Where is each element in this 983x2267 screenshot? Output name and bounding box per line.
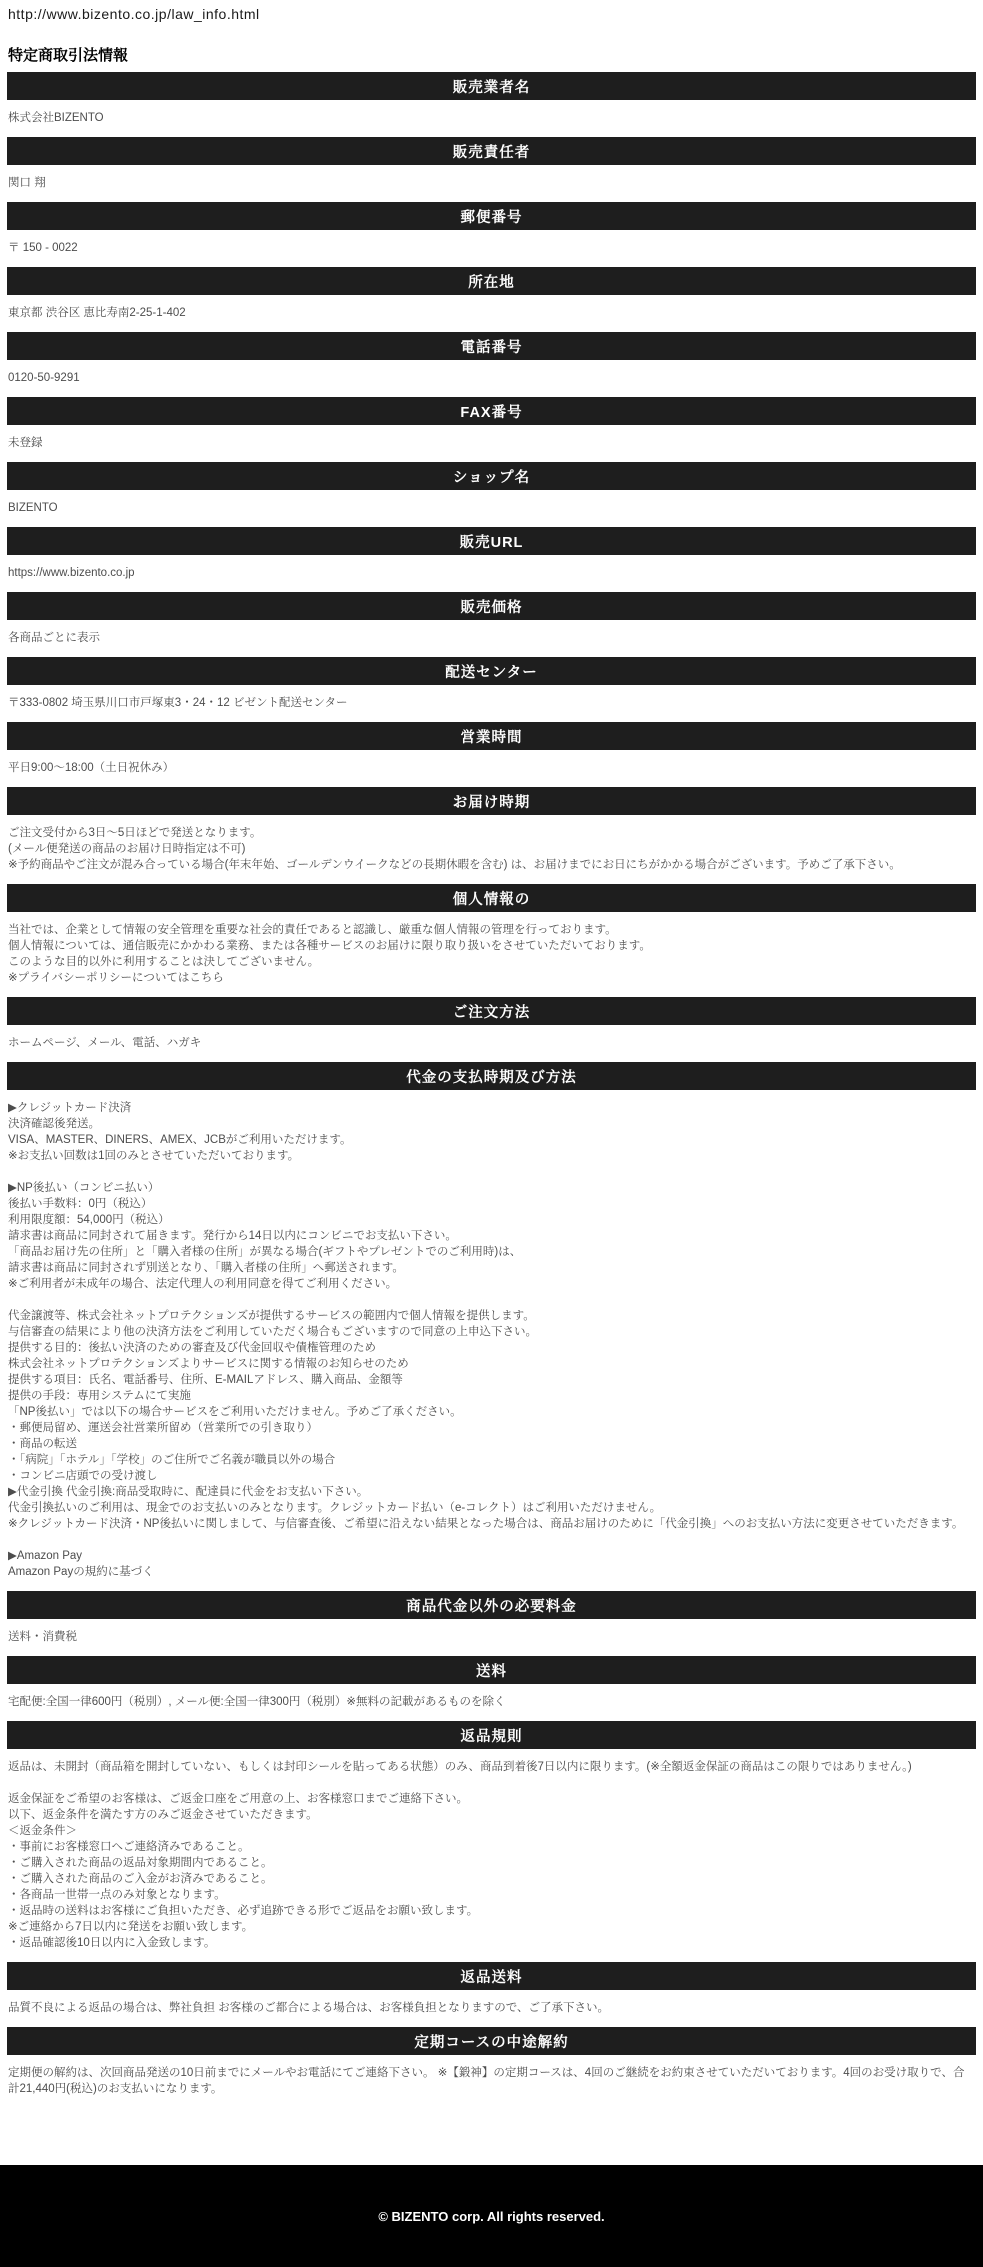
section-heading: 代金の支払時期及び方法 bbox=[406, 1069, 577, 1086]
section-heading-bar bbox=[7, 1062, 976, 1090]
body-line: 請求書は商品に同封されず別送となり、「購入者様の住所」へ郵送されます。 bbox=[8, 1262, 404, 1274]
body-line: ※予約商品やご注文が混み合っている場合(年末年始、ゴールデンウイークなどの長期休暇を含む) は、お届けまでにお日にちがかかる場合がございます。予めご了承下さい。 bbox=[8, 859, 901, 871]
section-body bbox=[0, 760, 983, 776]
body-line: ・ご購入された商品のご入金がお済みであること。 bbox=[8, 1873, 273, 1885]
section bbox=[0, 884, 983, 986]
section bbox=[0, 1062, 983, 1580]
body-line: ＜返金条件＞ bbox=[8, 1825, 77, 1837]
section bbox=[0, 397, 983, 451]
body-line: 与信審査の結果により他の決済方法をご利用していただく場合もございますので同意の上申込下さい。 bbox=[8, 1326, 537, 1338]
section-heading: お届け時期 bbox=[452, 794, 531, 811]
body-line: 決済確認後発送。 bbox=[8, 1118, 100, 1130]
body-line: 未登録 bbox=[8, 437, 43, 449]
section-heading: 所在地 bbox=[468, 274, 515, 291]
body-line: ・各商品一世帯一点のみ対象となります。 bbox=[8, 1889, 226, 1901]
section bbox=[0, 1656, 983, 1710]
body-line: 返金保証をご希望のお客様は、ご返金口座をご用意の上、お客様窓口までご連絡下さい。 bbox=[8, 1793, 468, 1805]
section-heading: 配送センター bbox=[445, 664, 538, 681]
body-line: 提供する目的：後払い決済のための審査及び代金回収や債権管理のため bbox=[8, 1342, 376, 1354]
section-body bbox=[0, 695, 983, 711]
section-heading: 営業時間 bbox=[460, 729, 523, 746]
body-line: 各商品ごとに表示 bbox=[8, 632, 100, 644]
section bbox=[0, 267, 983, 321]
body-line: 以下、返金条件を満たす方のみご返金させていただきます。 bbox=[8, 1809, 318, 1821]
body-line: 送料・消費税 bbox=[8, 1631, 77, 1643]
copyright-text: © BIZENTO corp. All rights reserved. bbox=[378, 2208, 605, 2224]
body-line: 提供の手段：専用システムにて実施 bbox=[8, 1390, 191, 1402]
section-heading-bar bbox=[7, 2027, 976, 2055]
body-line: ▶代金引換 代金引換:商品受取時に、配達員に代金をお支払い下さい。 bbox=[8, 1486, 369, 1498]
body-line: 「商品お届け先の住所」と「購入者様の住所」が異なる場合(ギフトやプレゼントでのご利用時)は、 bbox=[8, 1246, 522, 1258]
body-line: ・コンビニ店頭での受け渡し bbox=[8, 1470, 158, 1482]
section bbox=[0, 72, 983, 126]
body-line: ・事前にお客様窓口へご連絡済みであること。 bbox=[8, 1841, 250, 1853]
section bbox=[0, 527, 983, 581]
body-line bbox=[8, 1532, 975, 1548]
section bbox=[0, 462, 983, 516]
section bbox=[0, 657, 983, 711]
section-heading-bar bbox=[7, 1721, 976, 1749]
privacy-policy-link[interactable]: ※プライバシーポリシーについてはこちら bbox=[8, 972, 224, 984]
body-line: このような目的以外に利用することは決してございません。 bbox=[8, 956, 320, 968]
body-line: 返品は、未開封（商品箱を開封していない、もしくは封印シールを貼ってある状態）のみ、商品到着後7日以内に限ります。(※全額返金保証の商品はこの限りではありません。) bbox=[8, 1761, 912, 1773]
body-line: 代金譲渡等、株式会社ネットプロテクションズが提供するサービスの範囲内で個人情報を提供します。 bbox=[8, 1310, 535, 1322]
section-heading: FAX番号 bbox=[460, 404, 523, 421]
body-line: 個人情報については、通信販売にかかわる業務、または各種サービスのお届けに限り取り扱いをさせていただいております。 bbox=[8, 940, 651, 952]
section-body bbox=[0, 825, 983, 873]
section-heading: 販売責任者 bbox=[452, 144, 531, 161]
body-line: BIZENTO bbox=[8, 502, 58, 514]
section-body bbox=[0, 240, 983, 256]
body-line: 定期便の解約は、次回商品発送の10日前までにメールやお電話にてご連絡下さい。 ※【鍛神】の定期コースは、4回のご継続をお約束させていただいております。4回のお受け取りで、合計21,440円(税込)のお支払いになります。 bbox=[8, 2067, 965, 2095]
section-body bbox=[0, 500, 983, 516]
section-heading-bar bbox=[7, 592, 976, 620]
section-body bbox=[0, 2065, 983, 2097]
body-line: 株式会社ネットプロテクションズよりサービスに関する情報のお知らせのため bbox=[8, 1358, 409, 1370]
section-heading: 電話番号 bbox=[460, 339, 523, 356]
section-heading-bar bbox=[7, 267, 976, 295]
body-line: ※ご利用者が未成年の場合、法定代理人の利用同意を得てご利用ください。 bbox=[8, 1278, 398, 1290]
section-heading: ショップ名 bbox=[452, 469, 531, 486]
section-heading-bar bbox=[7, 884, 976, 912]
section bbox=[0, 997, 983, 1051]
body-line: 後払い手数料：0円（税込） bbox=[8, 1198, 153, 1210]
body-line bbox=[8, 1292, 975, 1308]
body-line: 提供する項目：氏名、電話番号、住所、E-MAILアドレス、購入商品、金額等 bbox=[8, 1374, 403, 1386]
section-body bbox=[0, 565, 983, 581]
page-url: http://www.bizento.co.jp/law_info.html bbox=[8, 6, 260, 22]
section-heading: 送料 bbox=[476, 1663, 507, 1680]
body-line: VISA、MASTER、DINERS、AMEX、JCBがご利用いただけます。 bbox=[8, 1134, 352, 1146]
section-body bbox=[0, 1629, 983, 1645]
body-line: 〒 150 - 0022 bbox=[8, 242, 78, 254]
body-line: 〒333-0802 埼玉県川口市戸塚東3・24・12 ビゼント配送センター bbox=[8, 697, 348, 709]
body-line: 品質不良による返品の場合は、弊社負担 お客様のご都合による場合は、お客様負担となりますので、ご了承下さい。 bbox=[8, 2002, 609, 2014]
body-line: 関口 翔 bbox=[8, 177, 46, 189]
section-body bbox=[0, 110, 983, 126]
section bbox=[0, 1721, 983, 1951]
section-heading-bar bbox=[7, 397, 976, 425]
section-heading-bar bbox=[7, 722, 976, 750]
section bbox=[0, 1591, 983, 1645]
body-line: 0120-50-9291 bbox=[8, 372, 80, 384]
section-heading-bar bbox=[7, 657, 976, 685]
body-line: 代金引換払いのご利用は、現金でのお支払いのみとなります。クレジットカード払い（e-コレクト）はご利用いただけません。 bbox=[8, 1502, 662, 1514]
section-heading-bar bbox=[7, 72, 976, 100]
section-body bbox=[0, 630, 983, 646]
body-line: ※クレジットカード決済・NP後払いに関しまして、与信審査後、ご希望に沿えない結果となった場合は、商品お届けのために「代金引換」へのお支払い方法に変更させていただきます。 bbox=[8, 1518, 964, 1530]
sections-container bbox=[0, 72, 983, 2108]
body-line: (メール便発送の商品のお届け日時指定は不可) bbox=[8, 843, 246, 855]
section-heading-bar bbox=[7, 202, 976, 230]
section bbox=[0, 1962, 983, 2016]
body-line: ※ご連絡から7日以内に発送をお願い致します。 bbox=[8, 1921, 254, 1933]
section-heading: 定期コースの中途解約 bbox=[414, 2034, 569, 2051]
section bbox=[0, 137, 983, 191]
body-line: 株式会社BIZENTO bbox=[8, 112, 104, 124]
section-body bbox=[0, 2000, 983, 2016]
body-line: ▶クレジットカード決済 bbox=[8, 1102, 132, 1114]
body-line: ・「病院」「ホテル」「学校」のご住所でご名義が職員以外の場合 bbox=[8, 1454, 336, 1466]
section-heading: 販売価格 bbox=[460, 599, 523, 616]
section-body bbox=[0, 1100, 983, 1580]
body-line: ・返品確認後10日以内に入金致します。 bbox=[8, 1937, 216, 1949]
body-line: ご注文受付から3日～5日ほどで発送となります。 bbox=[8, 827, 262, 839]
page-title: 特定商取引法情報 bbox=[8, 47, 129, 64]
section-body bbox=[0, 1759, 983, 1951]
footer bbox=[0, 2165, 983, 2267]
body-line: ・商品の転送 bbox=[8, 1438, 77, 1450]
section-body bbox=[0, 1694, 983, 1710]
section-heading-bar bbox=[7, 1656, 976, 1684]
body-line: ・返品時の送料はお客様にご負担いただき、必ず追跡できる形でご返品をお願い致します。 bbox=[8, 1905, 479, 1917]
section-heading-bar bbox=[7, 1591, 976, 1619]
section bbox=[0, 787, 983, 873]
section-heading-bar bbox=[7, 137, 976, 165]
body-line: 東京都 渋谷区 恵比寿南2-25-1-402 bbox=[8, 307, 186, 319]
body-line: 当社では、企業として情報の安全管理を重要な社会的責任であると認識し、厳重な個人情報の管理を行っております。 bbox=[8, 924, 617, 936]
section-body bbox=[0, 922, 983, 986]
body-line: 平日9:00～18:00（土日祝休み） bbox=[8, 762, 175, 774]
body-line: ※お支払い回数は1回のみとさせていただいております。 bbox=[8, 1150, 300, 1162]
section bbox=[0, 332, 983, 386]
section-heading: 返品送料 bbox=[460, 1969, 523, 1986]
body-line bbox=[8, 1164, 975, 1180]
section-body bbox=[0, 435, 983, 451]
body-line: ▶NP後払い（コンビニ払い） bbox=[8, 1182, 160, 1194]
section bbox=[0, 2027, 983, 2097]
section-heading-bar bbox=[7, 787, 976, 815]
section-heading-bar bbox=[7, 1962, 976, 1990]
section-body bbox=[0, 1035, 983, 1051]
section-heading: 個人情報の bbox=[452, 891, 531, 908]
section-heading-bar bbox=[7, 527, 976, 555]
body-line: ▶Amazon Pay bbox=[8, 1550, 83, 1562]
section bbox=[0, 592, 983, 646]
section-heading-bar bbox=[7, 462, 976, 490]
sales-url-link[interactable]: https://www.bizento.co.jp bbox=[8, 567, 135, 579]
body-line: 宅配便:全国一律600円（税別）, メール便:全国一律300円（税別）※無料の記載があるものを除く bbox=[8, 1696, 506, 1708]
body-line: 請求書は商品に同封されて届きます。発行から14日以内にコンビニでお支払い下さい。 bbox=[8, 1230, 457, 1242]
section-heading-bar bbox=[7, 332, 976, 360]
section-body bbox=[0, 175, 983, 191]
body-line: 利用限度額：54,000円（税込） bbox=[8, 1214, 170, 1226]
section-heading: 郵便番号 bbox=[460, 209, 523, 226]
body-line: ホームページ、メール、電話、ハガキ bbox=[8, 1037, 202, 1049]
section bbox=[0, 202, 983, 256]
section-heading-bar bbox=[7, 997, 976, 1025]
body-line: ・郵便局留め、運送会社営業所留め（営業所での引き取り） bbox=[8, 1422, 319, 1434]
section-heading: ご注文方法 bbox=[452, 1004, 531, 1021]
section-heading: 販売業者名 bbox=[452, 79, 531, 96]
section-heading: 販売URL bbox=[459, 534, 524, 551]
body-line: Amazon Payの規約に基づく bbox=[8, 1566, 154, 1578]
body-line: ・ご購入された商品の返品対象期間内であること。 bbox=[8, 1857, 273, 1869]
section-body bbox=[0, 370, 983, 386]
section-heading: 返品規則 bbox=[460, 1728, 523, 1745]
body-line bbox=[8, 1775, 975, 1791]
section bbox=[0, 722, 983, 776]
section-body bbox=[0, 305, 983, 321]
body-line: 「NP後払い」では以下の場合サービスをご利用いただけません。予めご了承ください。 bbox=[8, 1406, 462, 1418]
section-heading: 商品代金以外の必要料金 bbox=[406, 1598, 577, 1615]
